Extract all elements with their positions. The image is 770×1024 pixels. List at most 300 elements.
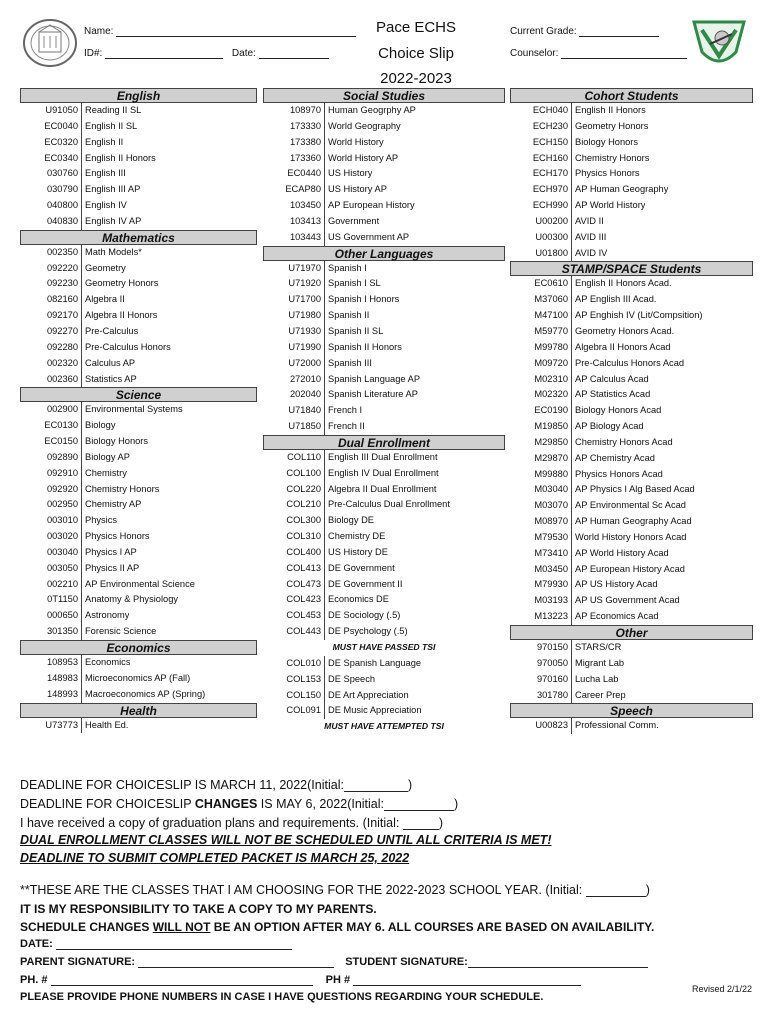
course-row[interactable]: [263, 372, 505, 388]
course-code: U01800: [510, 246, 572, 262]
course-row[interactable]: [510, 530, 753, 546]
course-code: 002900: [20, 402, 82, 418]
course-name: Pre-Calculus Honors: [85, 341, 171, 352]
course-code: 148993: [20, 687, 82, 703]
section-header: Speech: [510, 703, 753, 718]
course-row[interactable]: [20, 151, 257, 167]
course-code: 301350: [20, 624, 82, 640]
course-row[interactable]: [263, 561, 505, 577]
course-row[interactable]: [20, 561, 257, 577]
course-name: Professional Comm.: [575, 720, 659, 731]
course-row[interactable]: [20, 276, 257, 292]
course-row[interactable]: [510, 119, 753, 135]
course-code: M03450: [510, 562, 572, 578]
course-code: 030790: [20, 182, 82, 198]
footer-phone-row: PH. # PH #: [20, 974, 581, 986]
date-label: Date:: [231, 48, 256, 59]
course-name: Environmental Systems: [85, 404, 183, 415]
course-name: Statistics AP: [85, 373, 137, 384]
footer-responsibility: IT IS MY RESPONSIBILITY TO TAKE A COPY TO MY PARENTS.: [20, 902, 377, 916]
course-code: U71930: [263, 324, 325, 340]
course-code: COL091: [263, 703, 325, 719]
column-right: [510, 88, 753, 734]
section-note: MUST HAVE PASSED TSI: [332, 642, 436, 652]
course-code: COL300: [263, 513, 325, 529]
course-name: French II: [328, 421, 365, 432]
course-row[interactable]: [20, 372, 257, 388]
course-name: Migrant Lab: [575, 657, 625, 668]
course-row[interactable]: [263, 340, 505, 356]
course-code: 082160: [20, 292, 82, 308]
course-name: AP Human Geography: [575, 184, 669, 195]
course-name: Chemistry Honors: [575, 152, 650, 163]
footer-packet-deadline: DEADLINE TO SUBMIT COMPLETED PACKET IS MARCH 25, 2022: [20, 851, 410, 865]
course-code: 148983: [20, 671, 82, 687]
section-note: MUST HAVE ATTEMPTED TSI: [324, 721, 444, 732]
course-code: M79930: [510, 577, 572, 593]
course-name: AP European History: [328, 200, 415, 211]
course-row[interactable]: [510, 308, 753, 324]
course-row[interactable]: [20, 592, 257, 608]
course-code: M03070: [510, 498, 572, 514]
course-row[interactable]: [510, 230, 753, 246]
course-name: Biology Honors: [85, 436, 149, 447]
course-name: AP World History Acad: [575, 547, 669, 558]
phone-field-2[interactable]: [353, 975, 581, 986]
course-code: 092270: [20, 324, 82, 340]
course-row[interactable]: [510, 103, 753, 119]
course-code: COL010: [263, 656, 325, 672]
course-name: Chemistry AP: [85, 499, 142, 510]
course-row[interactable]: [263, 497, 505, 513]
course-row[interactable]: [510, 403, 753, 419]
course-row[interactable]: [20, 497, 257, 513]
course-row[interactable]: [20, 103, 257, 119]
course-row[interactable]: [263, 403, 505, 419]
course-code: U00823: [510, 718, 572, 734]
section-header: Other: [510, 625, 753, 640]
course-code: M59770: [510, 324, 572, 340]
school-year: 2022-2023: [380, 70, 452, 87]
course-code: 173380: [263, 135, 325, 151]
course-name: Career Prep: [575, 689, 626, 700]
course-code: 092890: [20, 450, 82, 466]
course-code: 092910: [20, 466, 82, 482]
course-code: 000650: [20, 608, 82, 624]
course-code: U71980: [263, 308, 325, 324]
name-field[interactable]: [116, 26, 356, 37]
course-row[interactable]: [20, 718, 257, 734]
column-left: [20, 88, 257, 733]
course-code: U71990: [263, 340, 325, 356]
course-name: Spanish II SL: [328, 325, 384, 336]
course-name: English II Honors Acad.: [575, 278, 672, 289]
course-row[interactable]: [510, 435, 753, 451]
course-code: ECH160: [510, 151, 572, 167]
course-name: Forensic Science: [85, 626, 157, 637]
course-row[interactable]: [263, 276, 505, 292]
course-row[interactable]: [263, 624, 505, 640]
course-code: EC0320: [20, 135, 82, 151]
course-row[interactable]: [510, 498, 753, 514]
course-code: M03040: [510, 482, 572, 498]
course-name: Biology Honors: [575, 136, 639, 147]
course-code: M02320: [510, 387, 572, 403]
course-row[interactable]: [510, 688, 753, 704]
course-name: AP European History Acad: [575, 563, 685, 574]
course-name: Microeconomics AP (Fall): [85, 672, 191, 683]
course-code: COL150: [263, 688, 325, 704]
course-row[interactable]: [263, 182, 505, 198]
course-code: M47100: [510, 308, 572, 324]
id-field[interactable]: [105, 48, 223, 59]
course-row[interactable]: [263, 324, 505, 340]
course-name: AVID III: [575, 231, 607, 242]
course-code: 002950: [20, 497, 82, 513]
course-name: AP Calculus Acad: [575, 373, 649, 384]
course-code: U00200: [510, 214, 572, 230]
course-name: Astronomy: [85, 610, 130, 621]
course-row[interactable]: [20, 671, 257, 687]
course-row[interactable]: [20, 356, 257, 372]
course-code: COL310: [263, 529, 325, 545]
course-code: U71970: [263, 261, 325, 277]
course-code: EC0040: [20, 119, 82, 135]
course-row[interactable]: [263, 166, 505, 182]
course-row[interactable]: [510, 214, 753, 230]
course-code: COL423: [263, 592, 325, 608]
course-name: AP Chemistry Acad: [575, 452, 655, 463]
signature-date-field[interactable]: [56, 939, 292, 950]
course-row[interactable]: [510, 419, 753, 435]
footer-dual-enrollment-warning: DUAL ENROLLMENT CLASSES WILL NOT BE SCHEDULED UNTIL ALL CRITERIA IS MET!: [20, 833, 552, 847]
course-code: 173330: [263, 119, 325, 135]
date-field[interactable]: [259, 48, 329, 59]
course-name: Lucha Lab: [575, 673, 619, 684]
course-code: EC0150: [20, 434, 82, 450]
course-row[interactable]: [20, 340, 257, 356]
course-row[interactable]: [510, 356, 753, 372]
course-name: AP English III Acad.: [575, 294, 657, 305]
course-row[interactable]: [20, 182, 257, 198]
current-grade-field[interactable]: [579, 26, 659, 37]
course-row[interactable]: [20, 513, 257, 529]
student-signature-field[interactable]: [468, 957, 648, 968]
course-row[interactable]: [510, 562, 753, 578]
course-code: 0T1150: [20, 592, 82, 608]
course-name: Physics Honors: [85, 531, 150, 542]
course-code: COL220: [263, 482, 325, 498]
course-code: U00300: [510, 230, 572, 246]
footer-signature-row: PARENT SIGNATURE: STUDENT SIGNATURE:: [20, 956, 648, 968]
course-row[interactable]: [263, 450, 505, 466]
course-code: 202040: [263, 387, 325, 403]
course-name: English II Honors: [575, 105, 646, 115]
course-row[interactable]: [263, 656, 505, 672]
course-row[interactable]: [20, 292, 257, 308]
course-name: World History AP: [328, 152, 399, 163]
course-row[interactable]: [263, 482, 505, 498]
course-row[interactable]: [20, 261, 257, 277]
course-row[interactable]: [20, 687, 257, 703]
section-header: Mathematics: [20, 230, 257, 245]
course-code: COL453: [263, 608, 325, 624]
course-row[interactable]: [510, 246, 753, 262]
course-name: Biology Honors Acad: [575, 405, 662, 416]
course-name: Algebra II Honors Acad: [575, 341, 671, 352]
course-name: English IV AP: [85, 215, 142, 226]
course-row[interactable]: [20, 466, 257, 482]
course-code: 003020: [20, 529, 82, 545]
initial-field-1[interactable]: [344, 781, 408, 792]
course-name: French I: [328, 405, 363, 416]
initial-field-3[interactable]: [403, 819, 439, 830]
course-code: ECH170: [510, 166, 572, 182]
course-code: COL413: [263, 561, 325, 577]
course-code: 108970: [263, 103, 325, 119]
course-name: Algebra II Honors: [85, 310, 158, 321]
course-code: 970160: [510, 672, 572, 688]
course-row[interactable]: [263, 103, 505, 119]
footer-date-row: DATE:: [20, 938, 292, 950]
course-code: ECH970: [510, 182, 572, 198]
course-code: M02310: [510, 372, 572, 388]
course-row[interactable]: [510, 467, 753, 483]
course-row[interactable]: [510, 166, 753, 182]
course-row[interactable]: [20, 450, 257, 466]
course-row[interactable]: [20, 135, 257, 151]
course-code: 103450: [263, 198, 325, 214]
course-row[interactable]: [20, 324, 257, 340]
course-code: ECH150: [510, 135, 572, 151]
course-row[interactable]: [510, 372, 753, 388]
course-name: Chemistry: [85, 467, 127, 478]
course-row[interactable]: [263, 261, 505, 277]
course-code: 003010: [20, 513, 82, 529]
course-row[interactable]: [510, 292, 753, 308]
course-name: English II: [85, 136, 124, 147]
school-name: Pace ECHS: [375, 19, 457, 36]
course-name: Economics: [85, 657, 131, 667]
course-row[interactable]: [263, 214, 505, 230]
course-code: M08970: [510, 514, 572, 530]
course-row[interactable]: [510, 387, 753, 403]
course-code: 002350: [20, 245, 82, 261]
course-name: Chemistry DE: [328, 531, 386, 542]
course-name: Health Ed.: [85, 719, 129, 730]
course-name: DE Government: [328, 562, 395, 573]
course-name: Spanish Language AP: [328, 373, 421, 384]
course-code: M13223: [510, 609, 572, 625]
course-row[interactable]: [510, 609, 753, 625]
course-code: EC0130: [20, 418, 82, 434]
course-code: COL473: [263, 577, 325, 593]
course-code: U71920: [263, 276, 325, 292]
course-row[interactable]: [510, 340, 753, 356]
course-code: EC0340: [20, 151, 82, 167]
course-name: DE Psychology (.5): [328, 626, 408, 637]
course-row[interactable]: [20, 608, 257, 624]
course-row[interactable]: [263, 513, 505, 529]
course-row[interactable]: [263, 545, 505, 561]
course-name: AP Physics I Alg Based Acad: [575, 484, 695, 495]
course-row[interactable]: [20, 624, 257, 640]
course-name: DE Sociology (.5): [328, 610, 401, 621]
course-row[interactable]: [20, 434, 257, 450]
course-row[interactable]: [510, 276, 753, 292]
course-row[interactable]: [263, 466, 505, 482]
course-row[interactable]: [263, 577, 505, 593]
course-code: U71850: [263, 419, 325, 435]
course-row[interactable]: [263, 356, 505, 372]
course-row[interactable]: [263, 292, 505, 308]
course-row[interactable]: [263, 151, 505, 167]
course-row[interactable]: [263, 198, 505, 214]
course-code: M79530: [510, 530, 572, 546]
course-row[interactable]: [263, 608, 505, 624]
course-row[interactable]: [263, 419, 505, 435]
course-code: 272010: [263, 372, 325, 388]
course-name: Pre-Calculus Dual Enrollment: [328, 499, 450, 510]
course-name: Geometry Honors Acad.: [575, 325, 675, 336]
course-name: World Geography: [328, 120, 401, 131]
course-row[interactable]: [20, 402, 257, 418]
course-code: M29850: [510, 435, 572, 451]
course-row[interactable]: [20, 529, 257, 545]
course-row[interactable]: [20, 119, 257, 135]
course-code: ECH990: [510, 198, 572, 214]
footer-deadline-1: DEADLINE FOR CHOICESLIP IS MARCH 11, 2022(Initial: ): [20, 778, 413, 792]
course-row[interactable]: [510, 640, 753, 656]
course-row[interactable]: [510, 546, 753, 562]
course-name: Spanish II Honors: [328, 341, 402, 352]
course-row[interactable]: [263, 308, 505, 324]
course-code: ECH230: [510, 119, 572, 135]
course-row[interactable]: [510, 135, 753, 151]
course-row[interactable]: [510, 198, 753, 214]
course-row[interactable]: [510, 324, 753, 340]
course-code: EC0440: [263, 166, 325, 182]
form-title: Choice Slip: [378, 45, 454, 62]
course-row[interactable]: [20, 482, 257, 498]
section-header: Social Studies: [263, 88, 505, 103]
course-row[interactable]: [263, 672, 505, 688]
section-header: Other Languages: [263, 246, 505, 261]
course-name: English IV Dual Enrollment: [328, 467, 439, 478]
course-row[interactable]: [510, 182, 753, 198]
course-name: Geometry Honors: [85, 278, 159, 289]
course-row[interactable]: [510, 718, 753, 734]
course-row[interactable]: [263, 135, 505, 151]
course-name: Physics Honors: [575, 168, 640, 179]
course-row[interactable]: [510, 593, 753, 609]
course-row[interactable]: [20, 198, 257, 214]
course-row[interactable]: [263, 592, 505, 608]
course-row[interactable]: [263, 703, 505, 719]
course-name: Anatomy & Physiology: [85, 594, 179, 605]
course-name: Biology: [85, 420, 116, 431]
footer-graduation-plans: I have received a copy of graduation plans and requirements. (Initial: ): [20, 816, 444, 830]
course-code: U71700: [263, 292, 325, 308]
course-code: 030760: [20, 166, 82, 182]
course-row[interactable]: [510, 656, 753, 672]
course-row[interactable]: [510, 151, 753, 167]
course-name: English III: [85, 168, 126, 179]
course-name: Physics Honors Acad: [575, 468, 663, 479]
course-row[interactable]: [20, 308, 257, 324]
current-grade-label: Current Grade:: [510, 26, 577, 37]
name-label: Name:: [84, 26, 114, 37]
course-code: 002210: [20, 577, 82, 593]
course-row[interactable]: [263, 529, 505, 545]
course-row[interactable]: [20, 545, 257, 561]
course-name: English III Dual Enrollment: [328, 451, 438, 462]
course-row[interactable]: [510, 482, 753, 498]
course-code: M99880: [510, 467, 572, 483]
course-code: COL210: [263, 497, 325, 513]
course-row[interactable]: [20, 214, 257, 230]
course-name: English II SL: [85, 120, 138, 131]
initial-field-4[interactable]: [586, 886, 646, 897]
counselor-field[interactable]: [561, 48, 687, 59]
initial-field-2[interactable]: [384, 800, 454, 811]
course-name: AP Enghish IV (Lit/Compsition): [575, 310, 703, 321]
course-row[interactable]: [510, 514, 753, 530]
course-row[interactable]: [263, 688, 505, 704]
course-name: Algebra II: [85, 294, 125, 305]
course-code: 108953: [20, 655, 82, 671]
course-row[interactable]: [510, 451, 753, 467]
phone-field-1[interactable]: [51, 975, 313, 986]
course-name: Reading II SL: [85, 105, 142, 115]
course-name: World History: [328, 136, 384, 147]
parent-signature-field[interactable]: [138, 957, 334, 968]
course-code: 040800: [20, 198, 82, 214]
section-header: Health: [20, 703, 257, 718]
course-row[interactable]: [263, 119, 505, 135]
course-row[interactable]: [20, 418, 257, 434]
course-row[interactable]: [20, 655, 257, 671]
course-name: Biology AP: [85, 451, 130, 462]
course-row[interactable]: [263, 387, 505, 403]
course-name: Chemistry Honors: [85, 483, 160, 494]
course-code: 003040: [20, 545, 82, 561]
course-name: Pre-Calculus: [85, 325, 139, 336]
section-header: Economics: [20, 640, 257, 655]
course-row[interactable]: [20, 166, 257, 182]
footer-deadline-2: DEADLINE FOR CHOICESLIP CHANGES IS MAY 6, 2022(Initial: ): [20, 797, 459, 811]
course-name: DE Art Appreciation: [328, 689, 409, 700]
course-code: COL100: [263, 466, 325, 482]
course-name: DE Speech: [328, 673, 376, 684]
course-name: AP Statistics Acad: [575, 389, 651, 400]
id-label: ID#:: [84, 48, 103, 59]
course-row[interactable]: [20, 245, 257, 261]
course-row[interactable]: [510, 672, 753, 688]
course-code: M99780: [510, 340, 572, 356]
course-name: AVID IV: [575, 247, 608, 258]
course-row[interactable]: [263, 230, 505, 246]
course-name: Calculus AP: [85, 357, 136, 368]
course-name: DE Music Appreciation: [328, 705, 422, 716]
course-row[interactable]: [20, 577, 257, 593]
course-row[interactable]: [510, 577, 753, 593]
course-name: Spanish II: [328, 310, 370, 321]
course-name: Algebra II Dual Enrollment: [328, 483, 437, 494]
course-name: Human Geogrphy AP: [328, 105, 416, 115]
section-header: Cohort Students: [510, 88, 753, 103]
course-name: Geometry: [85, 262, 126, 273]
